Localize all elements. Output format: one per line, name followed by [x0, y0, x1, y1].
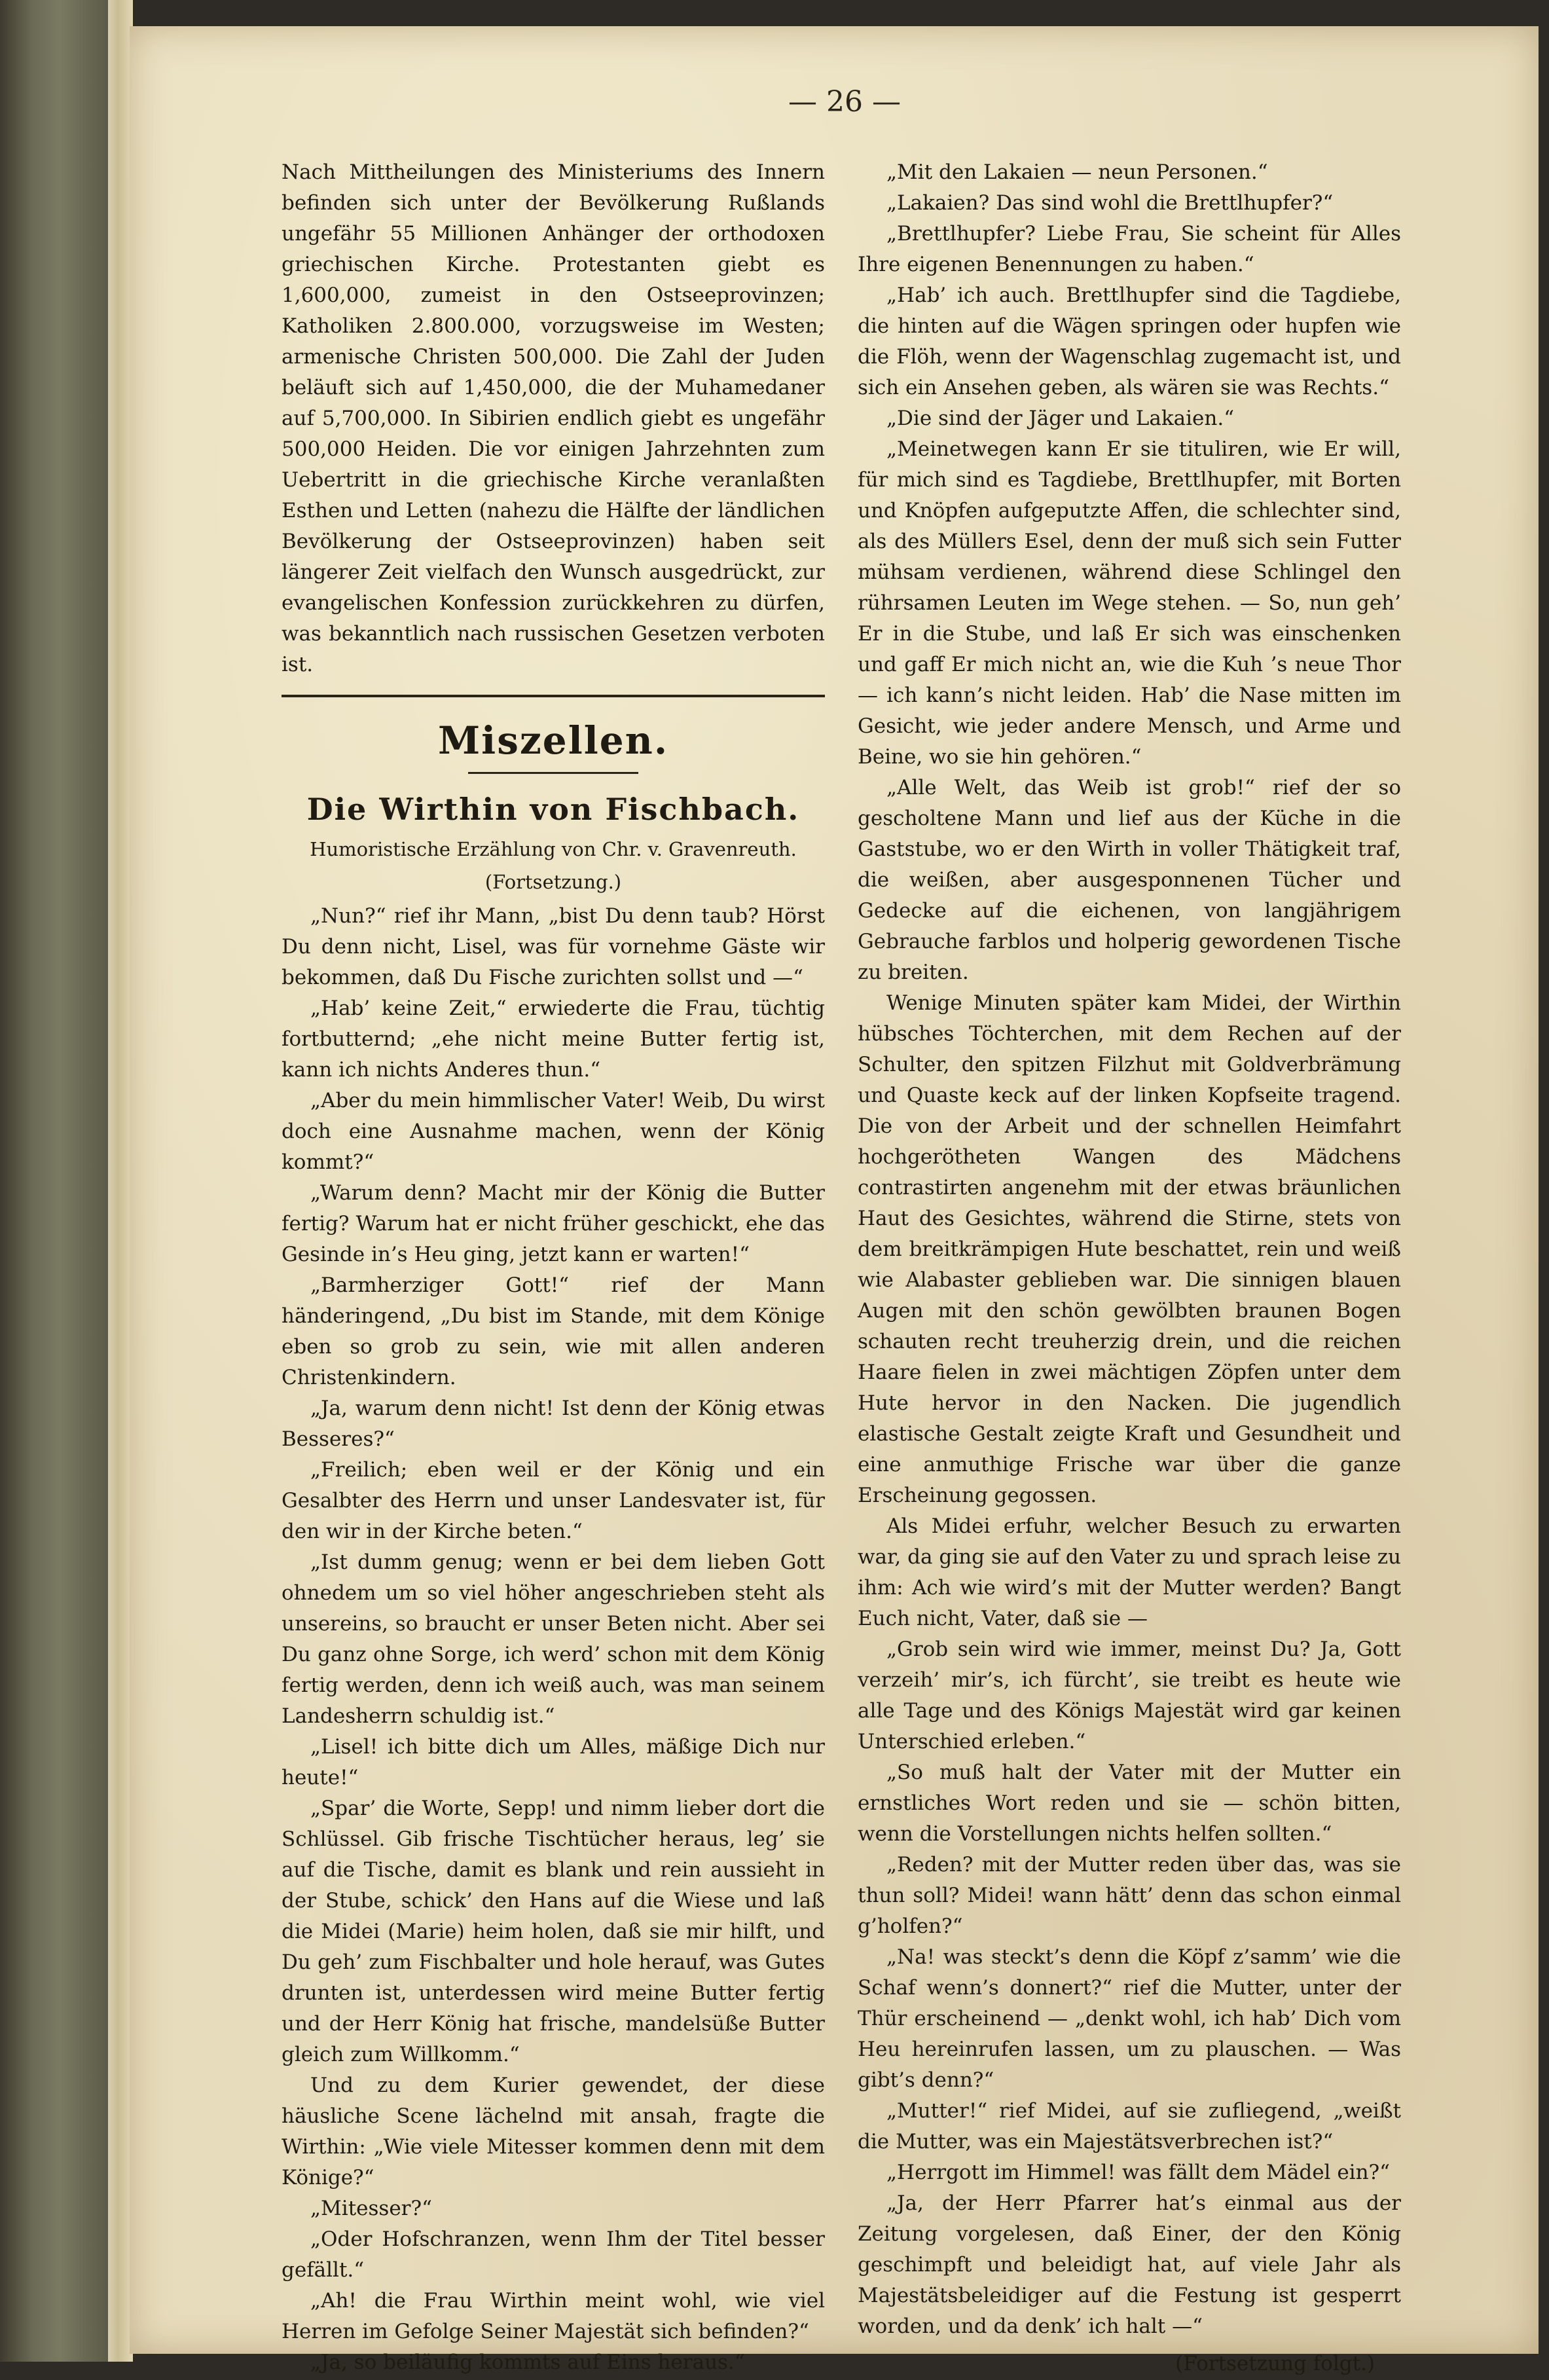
paragraph: „Na! was steckt’s denn die Köpf z’samm’ wie die Schaf wenn’s donnert?“ rief die Mutter, unter der Thür erscheinend — „denkt wohl, ich hab’ Dich vom Heu hereinrufen lassen, um zu plauschen. — Was gibt’s denn?“ — [858, 1945, 1401, 2092]
paragraph: „Grob sein wird wie immer, meinst Du? Ja, Gott verzeih’ mir’s, ich fürcht’, sie treibt es heute wie alle Tage und des Königs Majestät wird gar keinen Unterschied erleben.“ — [858, 1638, 1401, 1753]
paragraph: „Spar’ die Worte, Sepp! und nimm lieber dort die Schlüssel. Gib frische Tischtücher heraus, leg’ sie auf die Tische, damit es blank und rein aussieht in der Stube, schick’ den Hans auf die Wiese und laß die Midei (Marie) heim holen, daß sie mir hilft, und Du geh’ zum Fischbalter und hole herauf, was Gutes drunten ist, unterdessen wird meine Butter fertig und der Herr König hat frische, mandelsüße Butter gleich zum Willkomm.“ — [282, 1797, 825, 2066]
paragraph: „Hab’ keine Zeit,“ erwiederte die Frau, tüchtig fortbutternd; „ehe nicht meine Butter fertig ist, kann ich nichts Anderes thun.“ — [282, 997, 825, 1082]
paragraph: „So muß halt der Vater mit der Mutter ein ernstliches Wort reden und sie — schön bitten, wenn die Vorstellungen nichts helfen sollten.“ — [858, 1761, 1401, 1846]
left-column — [282, 157, 825, 2378]
paragraph: „Reden? mit der Mutter reden über das, was sie thun soll? Midei! wann hätt’ denn das schon einmal g’holfen?“ — [858, 1853, 1401, 1938]
paragraph: „Ja, warum denn nicht! Ist denn der König etwas Besseres?“ — [282, 1397, 825, 1451]
section-divider — [282, 695, 825, 697]
paragraph: „Barmherziger Gott!“ rief der Mann händeringend, „Du bist im Stande, mit dem Könige eben so grob zu sein, wie mit allen anderen Christenkindern. — [282, 1273, 825, 1389]
book-binding — [0, 0, 108, 2362]
paragraph: „Aber du mein himmlischer Vater! Weib, Du wirst doch eine Ausnahme machen, wenn der König kommt?“ — [282, 1089, 825, 1174]
story-title: Die Wirthin von Fischbach. — [306, 792, 800, 827]
intro-paragraph: Nach Mittheilungen des Ministeriums des Innern befinden sich unter der Bevölkerung Rußlands ungefähr 55 Millionen Anhänger der orthodoxen griechischen Kirche. Protestanten giebt es 1,600,000, zumeist in den Ostseeprovinzen; Katholiken 2.800.000, vorzugsweise im Westen; armenische Christen 500,000. Die Zahl der Juden beläuft sich auf 1,450,000, die der Muhamedaner auf 5,700,000. In Sibirien endlich giebt es ungefähr 500,000 Heiden. Die vor einigen Jahrzehnten zum Uebertritt in die griechische Kirche veranlaßten Esthen und Letten (nahezu die Hälfte der ländlichen Bevölkerung der Ostseeprovinzen) haben seit längerer Zeit vielfach den Wunsch ausgedrückt, zur evangelischen Konfession zurückkehren zu dürfen, was bekanntlich nach russischen Gesetzen verboten ist. — [282, 160, 825, 676]
continued-note: (Fortsetzung.) — [484, 871, 622, 893]
paragraph: „Ah! die Frau Wirthin meint wohl, wie viel Herren im Gefolge Seiner Majestät sich befinden?“ — [282, 2289, 825, 2343]
title-divider — [468, 772, 638, 774]
paragraph: „Ja, der Herr Pfarrer hat’s einmal aus der Zeitung vorgelesen, daß Einer, der den König geschimpft und beleidigt hat, auf viele Jahr als Majestätsbeleidiger auf die Festung ist gesperrt worden, und da denk’ ich halt —“ — [858, 2191, 1401, 2338]
paragraph: Und zu dem Kurier gewendet, der diese häusliche Scene lächelnd mit ansah, fragte die Wirthin: „Wie viele Mitesser kommen denn mit dem Könige?“ — [282, 2074, 825, 2189]
paragraph: „Herrgott im Himmel! was fällt dem Mädel ein?“ — [886, 2161, 1391, 2184]
paragraph: „Ja, so beiläufig kommts auf Eins heraus.“ — [310, 2351, 745, 2374]
to-be-continued-note: (Fortsetzung folgt.) — [1175, 2352, 1375, 2375]
paragraph: Als Midei erfuhr, welcher Besuch zu erwarten war, da ging sie auf den Vater zu und sprach leise zu ihm: Ach wie wird’s mit der Mutter werden? Bangt Euch nicht, Vater, daß sie — — [858, 1514, 1401, 1630]
paragraph: „Die sind der Jäger und Lakaien.“ — [886, 407, 1235, 430]
paragraph: „Nun?“ rief ihr Mann, „bist Du denn taub? Hörst Du denn nicht, Lisel, was für vornehme Gäste wir bekommen, daß Du Fische zurichten sollst und —“ — [282, 904, 825, 989]
paragraph: „Hab’ ich auch. Brettlhupfer sind die Tagdiebe, die hinten auf die Wägen springen oder hupfen wie die Flöh, wenn der Wagenschlag zugemacht ist, und sich ein Ansehen geben, als wären sie was Rechts.“ — [858, 284, 1401, 399]
paragraph: „Oder Hofschranzen, wenn Ihm der Titel besser gefällt.“ — [282, 2227, 825, 2282]
paragraph: „Warum denn? Macht mir der König die Butter fertig? Warum hat er nicht früher geschickt, ehe das Gesinde in’s Heu ging, jetzt kann er warten!“ — [282, 1181, 825, 1266]
section-title: Miszellen. — [437, 718, 669, 763]
paragraph: „Lakaien? Das sind wohl die Brettlhupfer?“ — [886, 191, 1334, 215]
paragraph: „Brettlhupfer? Liebe Frau, Sie scheint für Alles Ihre eigenen Benennungen zu haben.“ — [858, 222, 1401, 276]
right-column — [858, 157, 1401, 2380]
paragraph: „Lisel! ich bitte dich um Alles, mäßige Dich nur heute!“ — [282, 1735, 825, 1789]
paragraph: „Alle Welt, das Weib ist grob!“ rief der so gescholtene Mann und lief aus der Küche in die Gaststube, wo er den Wirth in voller Thätigkeit traf, die weißen, aber ausgesponnenen Tücher und Gedecke auf die eichenen, von langjährigem Gebrauche farblos und holperig gewordenen Tische zu breiten. — [858, 776, 1401, 984]
page-number: — 26 — — [788, 85, 901, 119]
paragraph: „Ist dumm genug; wenn er bei dem lieben Gott ohnedem um so viel höher angeschrieben steht als unsereins, so braucht er unser Beten nicht. Aber sei Du ganz ohne Sorge, ich werd’ schon mit dem König fertig werden, denn ich weiß auch, was man seinem Landesherrn schuldig ist.“ — [282, 1550, 825, 1728]
paragraph: Wenige Minuten später kam Midei, der Wirthin hübsches Töchterchen, mit dem Rechen auf der Schulter, den spitzen Filzhut mit Goldverbrämung und Quaste keck auf der linken Kopfseite tragend. Die von der Arbeit und der schnellen Heimfahrt hochgerötheten Wangen des Mädchens contrastirten angenehm mit der etwas bräunlichen Haut des Gesichtes, während die Stirne, stets von dem breitkrämpigen Hute beschattet, rein und weiß wie Alabaster geblieben war. Die sinnigen blauen Augen mit den schön gewölbten braunen Bogen schauten recht treuherzig drein, und die reichen Haare fielen in zwei mächtigen Zöpfen unter dem Hute hervor in den Nacken. Die jugendlich elastische Gestalt zeigte Kraft und Gesundheit und eine anmuthige Frische war über die ganze Erscheinung gegossen. — [858, 991, 1401, 1507]
paragraph: „Mitesser?“ — [310, 2197, 432, 2220]
paragraph: „Meinetwegen kann Er sie tituliren, wie Er will, für mich sind es Tagdiebe, Brettlhupfer, mit Borten und Knöpfen aufgeputzte Affen, die schlechter sind, als des Müllers Esel, denn der muß sich sein Futter mühsam verdienen, während diese Schlingel den rührsamen Leuten im Wege stehen. — So, nun geh’ Er in die Stube, und laß Er sich was einschenken und gaff Er mich nicht an, wie die Kuh ’s neue Thor — ich kann’s nicht leiden. Hab’ die Nase mitten im Gesicht, wie jeder andere Mensch, und Arme und Beine, wo sie hin gehören.“ — [858, 437, 1401, 769]
paragraph: „Mit den Lakaien — neun Personen.“ — [886, 160, 1268, 184]
paragraph: „Mutter!“ rief Midei, auf sie zufliegend, „weißt die Mutter, was ein Majestätsverbrechen ist?“ — [858, 2099, 1401, 2153]
story-subtitle: Humoristische Erzählung von Chr. v. Gravenreuth. — [310, 838, 797, 860]
paragraph: „Freilich; eben weil er der König und ein Gesalbter des Herrn und unser Landesvater ist, für den wir in der Kirche beten.“ — [282, 1458, 825, 1543]
